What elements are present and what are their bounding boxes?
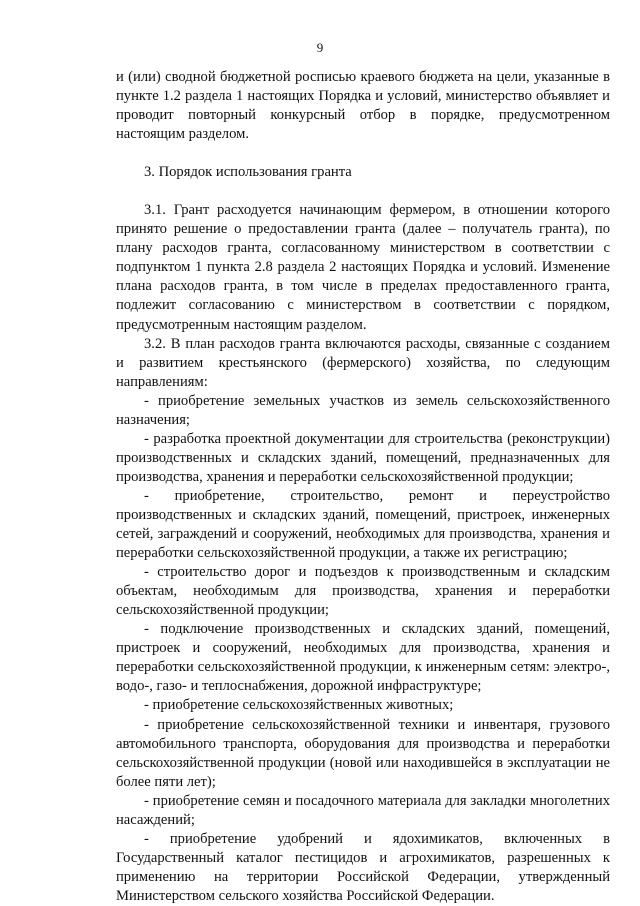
list-item: - приобретение сельскохозяйственной техники и инвентаря, грузового автомобильного транспорта, оборудования для производства и переработки сельскохозяйственной продукции (новой или находившейся в эксплуатации не более пяти лет); (116, 716, 610, 790)
paragraph-3-2: 3.2. В план расходов гранта включаются расходы, связанные с созданием и развитием крестьянского (фермерского) хозяйства, по следующим направлениям: (116, 335, 610, 390)
list-item: - приобретение сельскохозяйственных животных; (144, 697, 454, 714)
list-item: - приобретение, строительство, ремонт и переустройство производственных и складских зданий, помещений, пристроек, инженерных сетей, заграждений и сооружений, необходимых для производства, хранения и переработки сельскохозяйственной продукции, а также их регистрацию; (116, 487, 610, 562)
document-body (116, 68, 610, 906)
list-item: - приобретение удобрений и ядохимикатов, включенных в Государственный каталог пестицидов и агрохимикатов, разрешенных к применению на территории Российской Федерации, утвержденный Министерством сельского хозяйства Российской Федерации. (116, 830, 610, 904)
section-heading: 3. Порядок использования гранта (144, 164, 352, 181)
page-number: 9 (316, 40, 324, 55)
list-item: - приобретение земельных участков из земель сельскохозяйственного назначения; (116, 392, 610, 428)
intro-paragraph: и (или) сводной бюджетной росписью краевого бюджета на цели, указанные в пункте 1.2 раздела 1 настоящих Порядка и условий, министерство объявляет и проводит повторный конкурсный отбор в порядке, предусмотренном настоящим разделом. (116, 69, 610, 143)
list-item: - приобретение семян и посадочного материала для закладки многолетних насаждений; (116, 792, 610, 828)
list-item: - строительство дорог и подъездов к производственным и складским объектам, необходимым для производства, хранения и переработки сельскохозяйственной продукции; (116, 564, 610, 619)
list-item: - подключение производственных и складских зданий, помещений, пристроек и сооружений, необходимых для производства, хранения и переработки сельскохозяйственной продукции, к инженерным сетям: электро-, водо-, газо- и теплоснабжения, дорожной инфраструктуре; (116, 621, 610, 695)
list-item: - разработка проектной документации для строительства (реконструкции) производственных и складских зданий, помещений, предназначенных для производства, хранения и переработки сельскохозяйственной продукции; (116, 430, 610, 485)
paragraph-3-1: 3.1. Грант расходуется начинающим фермером, в отношении которого принято решение о предоставлении гранта (далее – получатель гранта), по плану расходов гранта, согласованному министерством в соответствии с подпунктом 1 пункта 2.8 раздела 2 настоящих Порядка и условий. Изменение плана расходов гранта, в том числе в пределах предоставленного гранта, подлежит согласованию с министерством в соответствии с порядком, предусмотренным настоящим разделом. (116, 202, 610, 333)
